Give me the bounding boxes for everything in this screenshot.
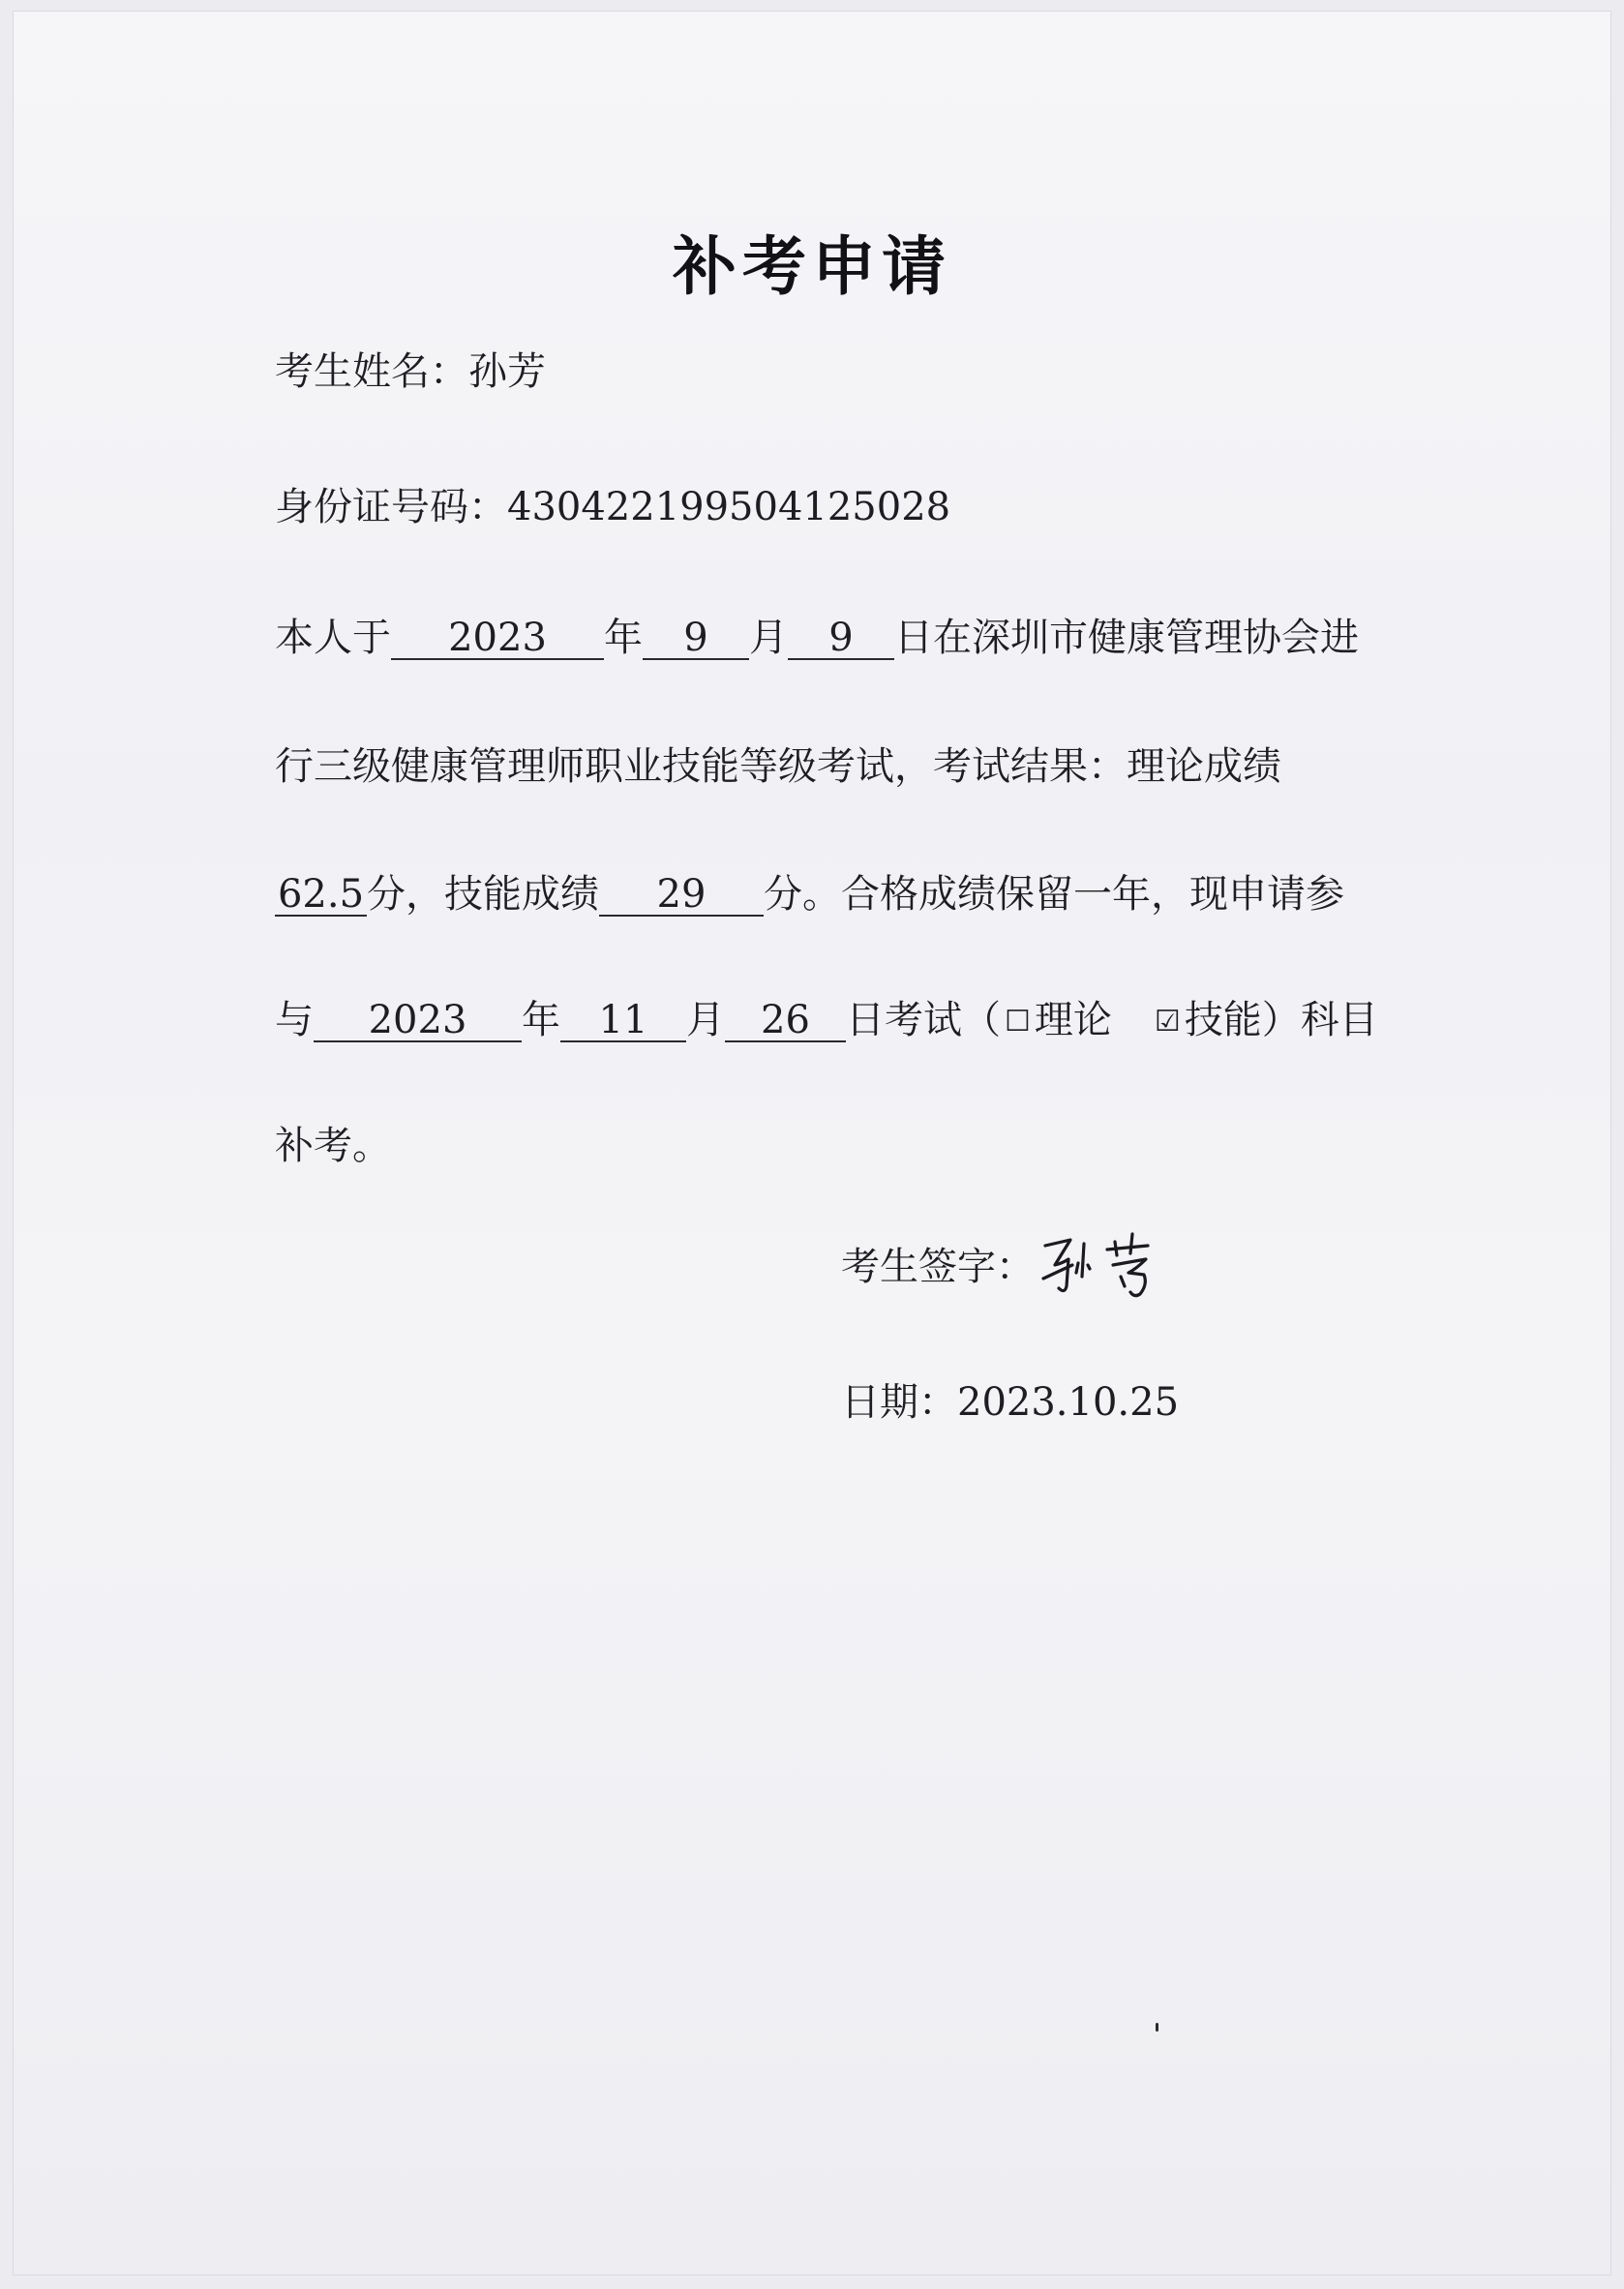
skill-score-field: 29 [599, 874, 764, 917]
document-title: 补考申请 [673, 228, 951, 304]
id-label: 身份证号码： [275, 485, 507, 529]
id-value: 430422199504125028 [507, 485, 951, 529]
exam-month-field: 9 [643, 617, 749, 660]
theory-score-field: 62.5 [275, 874, 367, 917]
signature-line [841, 1236, 1035, 1291]
skill-checkbox-checked-icon: ☑ [1154, 1005, 1181, 1039]
month-char-2: 月 [686, 998, 725, 1042]
sign-label: 考生签字： [841, 1245, 1035, 1289]
exam-day-field: 9 [788, 617, 894, 660]
option-theory-label: 理论 [1034, 998, 1112, 1042]
p3-suffix: 分。合格成绩保留一年，现申请参 [764, 872, 1344, 917]
paragraph-line-3 [275, 863, 1344, 919]
date-label: 日期： [841, 1380, 957, 1425]
name-value: 孙芳 [468, 349, 546, 394]
paragraph-line-2 [275, 736, 1281, 791]
theory-checkbox-icon: ☐ [1005, 1005, 1031, 1039]
candidate-name-line [275, 341, 546, 396]
date-line [841, 1371, 1179, 1427]
name-label: 考生姓名： [275, 349, 468, 394]
id-number-line [275, 476, 950, 531]
paragraph-line-4 [275, 989, 1378, 1044]
p1-suffix: 日在深圳市健康管理协会进 [894, 616, 1359, 660]
retake-day-field: 26 [725, 1000, 846, 1042]
p4-mid: 日考试（ [846, 998, 1001, 1042]
p5-text: 补考。 [275, 1124, 391, 1168]
p1-prefix: 本人于 [275, 616, 391, 660]
paragraph-line-5 [275, 1115, 391, 1170]
date-value: 2023.10.25 [957, 1380, 1180, 1425]
scan-speck [1156, 2023, 1158, 2032]
year-char-2: 年 [522, 998, 560, 1042]
p4-prefix: 与 [275, 998, 314, 1042]
paragraph-line-1 [275, 607, 1359, 662]
p3-mid: 分，技能成绩 [367, 872, 599, 917]
option-skill-label: 技能）科目 [1184, 998, 1378, 1042]
retake-month-field: 11 [560, 1000, 686, 1042]
year-char: 年 [604, 616, 643, 660]
month-char: 月 [749, 616, 788, 660]
exam-year-field: 2023 [391, 617, 604, 660]
handwritten-signature [1039, 1226, 1165, 1304]
document-page [14, 12, 1610, 2274]
p2-text: 行三级健康管理师职业技能等级考试，考试结果：理论成绩 [275, 744, 1281, 789]
retake-year-field: 2023 [314, 1000, 522, 1042]
